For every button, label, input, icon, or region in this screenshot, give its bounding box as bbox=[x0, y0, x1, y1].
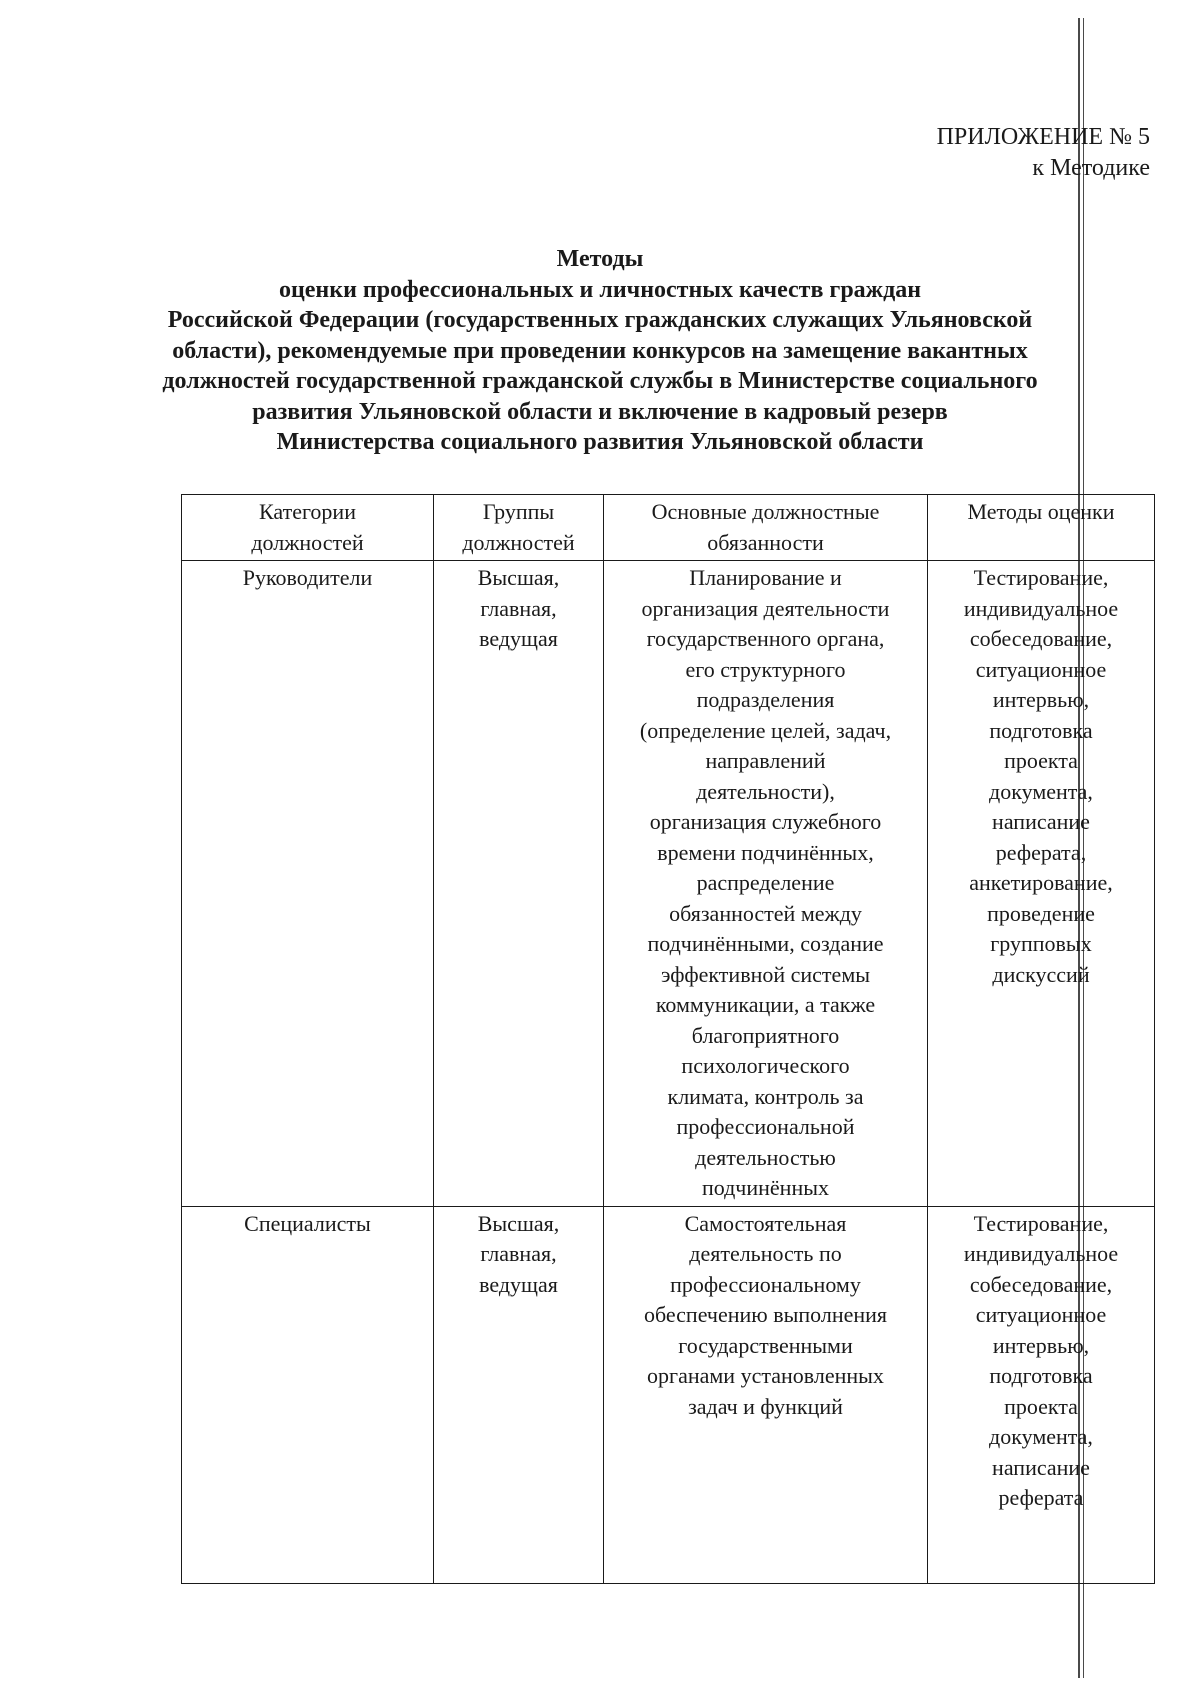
cell-duties: Самостоятельная деятельность по профессиональному обеспечению выполнения государственными органами установленных задач и функций bbox=[604, 1206, 928, 1584]
cell-groups: Высшая, главная, ведущая bbox=[434, 561, 604, 1207]
title-line: оценки профессиональных и личностных качеств граждан bbox=[278, 276, 922, 303]
cell-groups: Высшая, главная, ведущая bbox=[434, 1206, 604, 1584]
table-row bbox=[182, 1206, 1155, 1584]
appendix-reference: к Методике bbox=[1032, 155, 1150, 181]
header-methods: Методы оценки bbox=[928, 495, 1155, 561]
cell-duties: Планирование и организация деятельности государственного органа, его структурного подразделения (определение целей, задач, направлений деятельности), организация служебного времени подчинённых, распределение обязанностей между подчинёнными, создание эффективной системы коммуникации, а также благоприятного психологического климата, контроль за профессиональной деятельностью подчинённых bbox=[604, 561, 928, 1207]
title-line: Методы bbox=[556, 246, 644, 272]
table-header-row bbox=[182, 495, 1155, 561]
document-title bbox=[150, 244, 1050, 458]
cell-category: Руководители bbox=[182, 561, 434, 1207]
title-line: области), рекомендуемые при проведении конкурсов на замещение вакантных bbox=[172, 337, 1028, 364]
title-line: развития Ульяновской области и включение в кадровый резерв bbox=[252, 398, 948, 425]
cell-methods: Тестирование, индивидуальное собеседование, ситуационное интервью, подготовка проекта документа, написание реферата bbox=[928, 1206, 1155, 1584]
cell-category: Специалисты bbox=[182, 1206, 434, 1584]
appendix-number: ПРИЛОЖЕНИЕ № 5 bbox=[936, 124, 1150, 150]
title-line: Министерства социального развития Ульяновской области bbox=[276, 429, 924, 455]
title-line: Российской Федерации (государственных гражданских служащих Ульяновской bbox=[167, 307, 1033, 333]
header-categories: Категории должностей bbox=[182, 495, 434, 561]
appendix-header bbox=[937, 122, 1150, 184]
cell-methods: Тестирование, индивидуальное собеседование, ситуационное интервью, подготовка проекта документа, написание реферата, анкетирование, проведение групповых дискуссий bbox=[928, 561, 1155, 1207]
header-groups: Группы должностей bbox=[434, 495, 604, 561]
table-row bbox=[182, 561, 1155, 1207]
title-line: должностей государственной гражданской службы в Министерстве социального bbox=[162, 368, 1038, 394]
methods-table bbox=[181, 494, 1155, 1584]
header-duties: Основные должностные обязанности bbox=[604, 495, 928, 561]
